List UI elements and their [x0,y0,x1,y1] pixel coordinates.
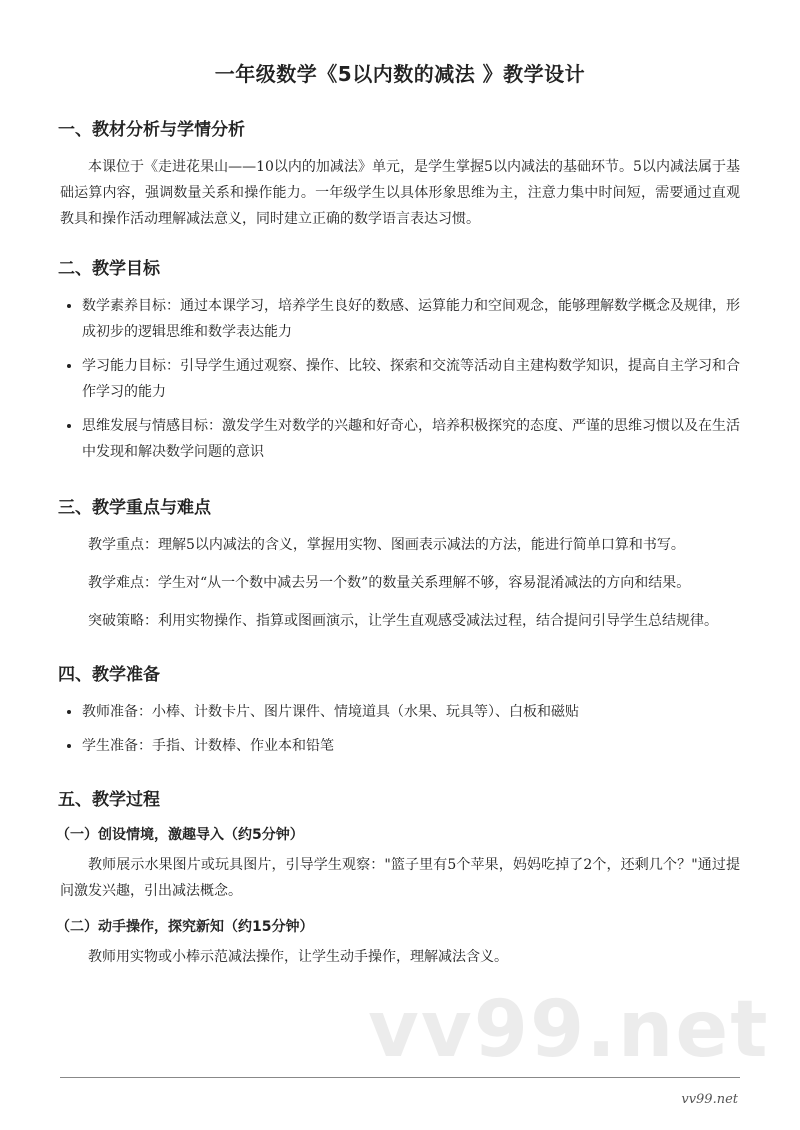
footer-divider [60,1077,740,1078]
paragraph: 本课位于《走进花果山——10以内的加减法》单元，是学生掌握5以内减法的基础环节。5以内减法属于基础运算内容，强调数量关系和操作能力。一年级学生以具体形象思维为主，注意力集中时间短，需要通过直观教具和操作活动理解减法意义，同时建立正确的数学语言表达习惯。 [60,159,740,227]
document-page [56,58,740,982]
section-heading: 二、教学目标 [58,259,160,279]
paragraph: 教师展示水果图片或玩具图片，引导学生观察："篮子里有5个苹果，妈妈吃掉了2个，还剩几个？"通过提问激发兴趣，引出减法概念。 [60,857,740,899]
paragraph: 教学难点：学生对“从一个数中减去另一个数”的数量关系理解不够，容易混淆减法的方向和结果。 [88,575,691,591]
list-item: • 学生准备：手指、计数棒、作业本和铅笔 [82,733,740,759]
subsection-heading: （一）创设情境，激趣导入（约5分钟） [56,827,304,843]
footer-text: vv99.net [681,1092,738,1107]
document-title: 一年级数学《5以内数的减法 》教学设计 [214,62,586,86]
list-item: • 学习能力目标：引导学生通过观察、操作、比较、探索和交流等活动自主建构数学知识，提高自主学习和合作学习的能力 [82,353,740,405]
list-item: • 教师准备：小棒、计数卡片、图片课件、情境道具（水果、玩具等）、白板和磁贴 [82,699,740,725]
paragraph: 突破策略：利用实物操作、指算或图画演示，让学生直观感受减法过程，结合提问引导学生总结规律。 [88,613,718,629]
section-heading: 四、教学准备 [58,665,160,685]
preparation-list [60,699,740,759]
list-item: • 数学素养目标：通过本课学习，培养学生良好的数感、运算能力和空间观念，能够理解数学概念及规律，形成初步的逻辑思维和数学表达能力 [82,293,740,345]
section-heading: 三、教学重点与难点 [58,498,211,518]
section-heading: 一、教材分析与学情分析 [58,120,245,140]
watermark: vv99.net [368,985,770,1075]
subsection-heading: （二）动手操作，探究新知（约15分钟） [56,919,314,935]
objectives-list [60,293,740,465]
paragraph: 教师用实物或小棒示范减法操作，让学生动手操作，理解减法含义。 [88,949,508,965]
section-heading: 五、教学过程 [58,790,160,810]
paragraph: 教学重点：理解5以内减法的含义，掌握用实物、图画表示减法的方法，能进行简单口算和书写。 [88,537,685,553]
list-item: • 思维发展与情感目标：激发学生对数学的兴趣和好奇心，培养积极探究的态度、严谨的思维习惯以及在生活中发现和解决数学问题的意识 [82,413,740,465]
